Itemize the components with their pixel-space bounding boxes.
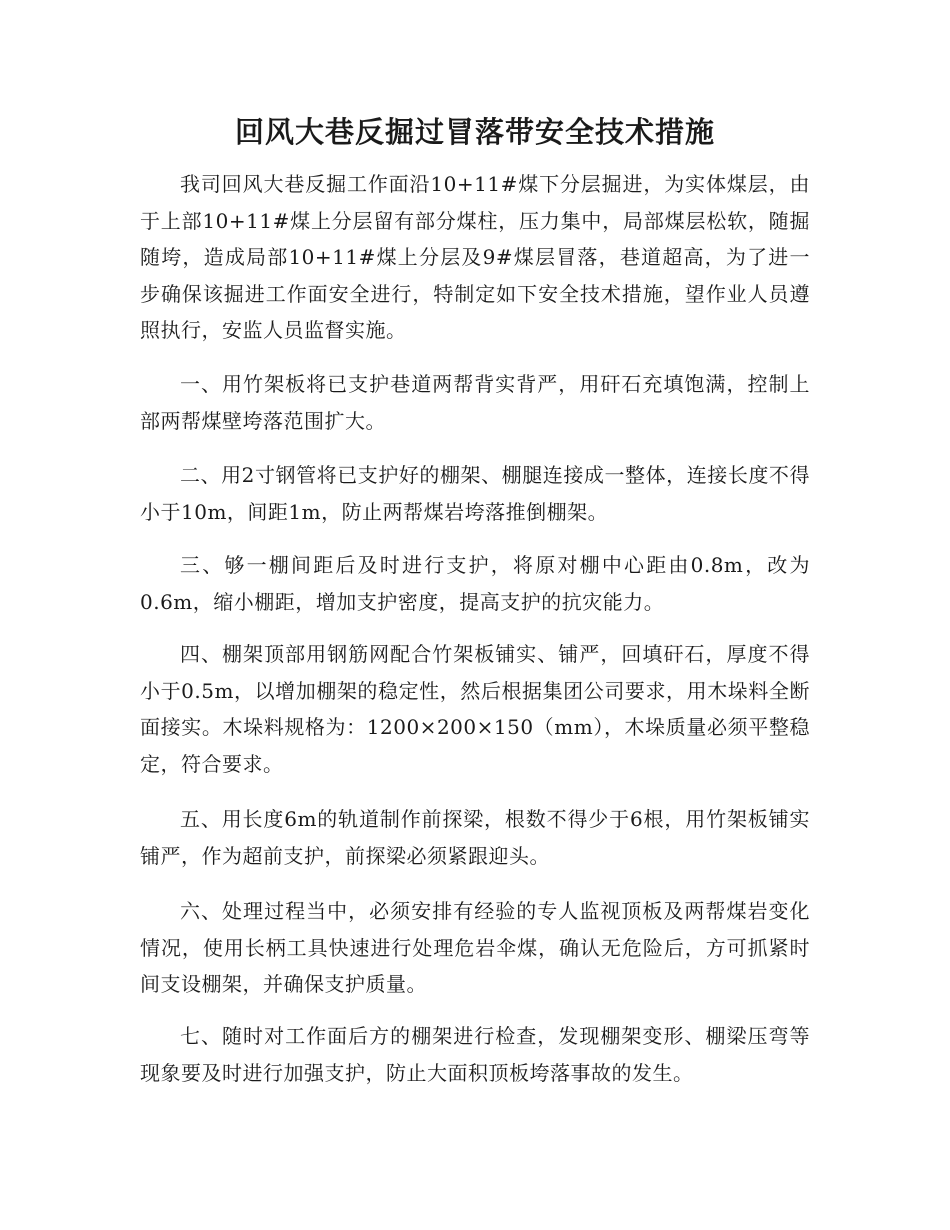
measure-paragraph-1: 一、用竹架板将已支护巷道两帮背实背严，用矸石充填饱满，控制上部两帮煤壁垮落范围扩大。 — [140, 372, 810, 433]
measure-paragraph-5: 五、用长度6m的轨道制作前探梁，根数不得少于6根，用竹架板铺实铺严，作为超前支护，前探梁必须紧跟迎头。 — [140, 807, 810, 868]
measure-paragraph-3: 三、够一棚间距后及时进行支护，将原对棚中心距由0.8m，改为0.6m，缩小棚距，增加支护密度，提高支护的抗灾能力。 — [140, 553, 810, 614]
measure-paragraph-4: 四、棚架顶部用钢筋网配合竹架板铺实、铺严，回填矸石，厚度不得小于0.5m，以增加棚架的稳定性，然后根据集团公司要求，用木垛料全断面接实。木垛料规格为：1200×200×150（mm），木垛质量必须平整稳定，符合要求。 — [140, 642, 810, 776]
measure-paragraph-7: 七、随时对工作面后方的棚架进行检查，发现棚架变形、棚梁压弯等现象要及时进行加强支护，防止大面积顶板垮落事故的发生。 — [140, 1024, 810, 1085]
measure-paragraph-2: 二、用2寸钢管将已支护好的棚架、棚腿连接成一整体，连接长度不得小于10m，间距1m，防止两帮煤岩垮落推倒棚架。 — [140, 463, 810, 524]
document-title: 回风大巷反掘过冒落带安全技术措施 — [234, 115, 715, 149]
measure-paragraph-6: 六、处理过程当中，必须安排有经验的专人监视顶板及两帮煤岩变化情况，使用长柄工具快速进行处理危岩伞煤，确认无危险后，方可抓紧时间支设棚架，并确保支护质量。 — [140, 899, 810, 996]
intro-paragraph: 我司回风大巷反掘工作面沿10+11#煤下分层掘进，为实体煤层，由于上部10+11#煤上分层留有部分煤柱，压力集中，局部煤层松软，随掘随垮，造成局部10+11#煤上分层及9#煤层冒落，巷道超高，为了进一步确保该掘进工作面安全进行，特制定如下安全技术措施，望作业人员遵照执行，安监人员监督实施。 — [140, 172, 810, 342]
